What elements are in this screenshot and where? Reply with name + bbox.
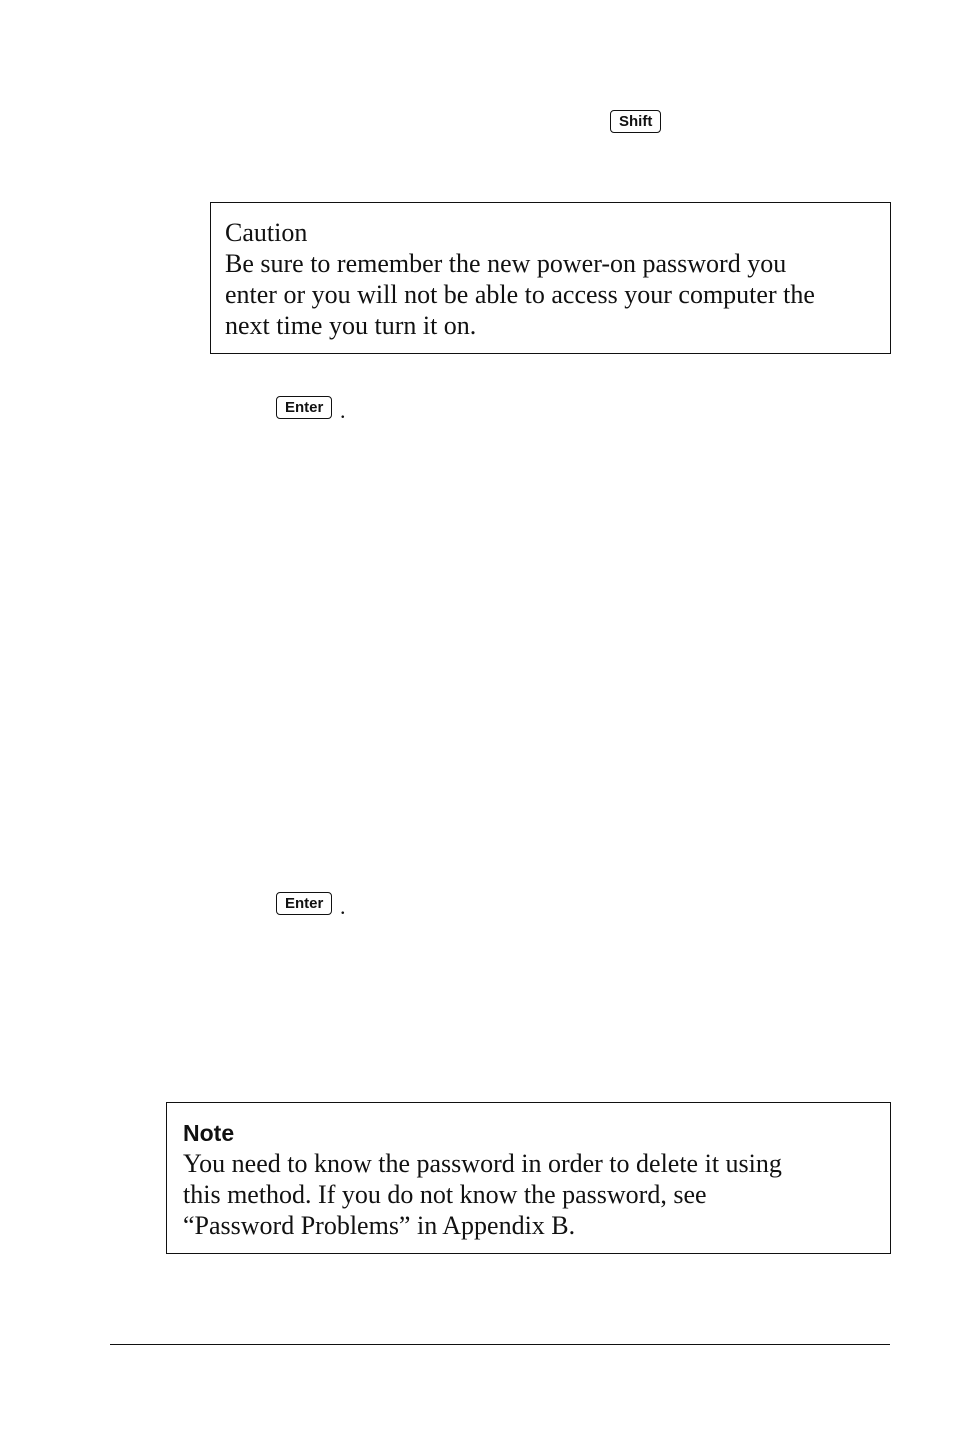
caution-title: Caution xyxy=(225,218,308,247)
enter-key-icon: Enter xyxy=(276,892,332,915)
note-line-2: this method. If you do not know the password, see xyxy=(183,1180,707,1209)
period: . xyxy=(340,894,346,919)
note-line-1: You need to know the password in order to delete it using xyxy=(183,1149,782,1178)
caution-line-3: next time you turn it on. xyxy=(225,311,477,340)
note-title: Note xyxy=(183,1120,235,1146)
caution-line-2: enter or you will not be able to access your computer the xyxy=(225,280,815,309)
shift-key-icon: Shift xyxy=(610,110,661,133)
period: . xyxy=(340,398,346,423)
caution-line-1: Be sure to remember the new power-on password you xyxy=(225,249,787,278)
caution-box xyxy=(210,202,891,354)
note-line-3: “Password Problems” in Appendix B. xyxy=(183,1211,576,1240)
enter-key-icon: Enter xyxy=(276,396,332,419)
note-box xyxy=(166,1102,891,1254)
footer-divider xyxy=(110,1344,890,1345)
